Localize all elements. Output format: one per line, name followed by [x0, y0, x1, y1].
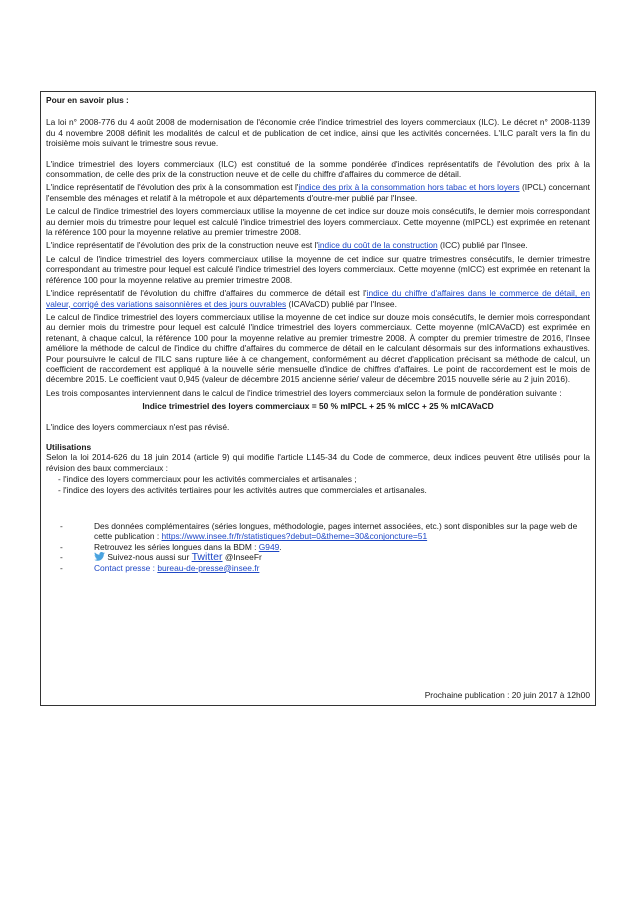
list-item-press-contact	[60, 563, 590, 573]
bullet-dash: -	[60, 562, 63, 573]
press-email-link[interactable]: bureau-de-presse@insee.fr	[157, 562, 260, 573]
list-item: - l'indice des loyers des activités tertiaires pour les activités autres que commerciales et artisanales.	[58, 484, 427, 495]
paragraph-not-revised: L'indice des loyers commerciaux n'est pas révisé.	[46, 421, 230, 432]
paragraph-micavacd: Le calcul de l'indice trimestriel des loyers commerciaux utilise la moyenne de cet indice sur douze mois consécutifs, le dernier mois correspondant au dernier mois du trimestre pour lequel est calculé l'indice trimestriel des loyers commerciaux. Cette moyenne (mICAVaCD) est exprimée en retenant, à chaque calcul, la référence 100 pour la moyenne relative au premier trimestre 2008. À compter du premier trimestre de 2016, l'Insee améliore la méthode de calcul de l'indice du chiffre d'affaires du commerce de détail en le calculant désormais sur des informations exhaustives. Pour poursuivre le calcul de l'ILC sans rupture liée à ce changement, conformément au décret d'application précisant sa méthode de calcul, un coefficient de raccordement est appliqué à la nouvelle série mensuelle d'indice de chiffres d'affaires. Le point de raccordement est le mois de décembre 2015. Le coefficient vaut 0,945 (valeur de décembre 2015 ancienne série/ valeur de décembre 2015 nouvelle série au 2 juin 2016).	[46, 311, 590, 385]
text: L'indice représentatif de l'évolution du chiffre d'affaires du commerce de détail est l'	[46, 288, 367, 299]
info-box	[40, 91, 596, 706]
text: (ICC) publié par l'Insee.	[437, 240, 528, 251]
text: .	[279, 541, 282, 552]
uses-list	[58, 474, 590, 495]
box-title: Pour en savoir plus :	[46, 95, 129, 105]
paragraph-micc: Le calcul de l'indice trimestriel des loyers commerciaux utilise la moyenne de cet indice sur quatre trimestres consécutifs, le dernier trimestre correspondant au trimestre pour lequel est calculé l'indice trimestriel des loyers commerciaux. Cette moyenne (mICC) est exprimée en retenant la référence 100 pour la moyenne relative au premier trimestre 2008.	[46, 253, 590, 285]
paragraph-mipcl: Le calcul de l'indice trimestriel des loyers commerciaux utilise la moyenne de cet indice sur douze mois consécutifs, le dernier mois correspondant au dernier mois du trimestre pour lequel est calculé l'indice trimestriel des loyers commerciaux. Cette moyenne (mIPCL) est exprimée en retenant la référence 100 pour la moyenne relative au premier trimestre 2008.	[46, 206, 590, 238]
list-item-twitter	[60, 552, 590, 562]
links-list	[60, 521, 590, 573]
bullet-dash: -	[60, 552, 63, 563]
utilisations-heading: Utilisations	[46, 441, 92, 452]
list-item-web-page	[60, 521, 590, 542]
paragraph-ipcl	[46, 182, 590, 203]
paragraph-icc	[46, 240, 590, 250]
text: Suivez-nous aussi sur	[107, 552, 192, 563]
list-item-bdm	[60, 542, 590, 552]
ipcl-link[interactable]: indice des prix à la consommation hors tabac et hors loyers	[298, 182, 520, 193]
text: L'indice représentatif de l'évolution des prix à la consommation est l'	[46, 182, 299, 193]
bdm-link[interactable]: G949	[258, 541, 280, 552]
paragraph-utilisations: Selon la loi 2014-626 du 18 juin 2014 (article 9) qui modifie l'article L145-34 du Code de commerce, deux indices peuvent être utilisés pour la révision des baux commerciaux :	[46, 452, 590, 473]
twitter-bird-icon	[94, 552, 105, 561]
text: (IPCL) concernant l'ensemble des ménages et relatif à la métropole et aux départements d'outre-mer publié par l'Insee.	[46, 182, 590, 203]
weighting-formula: Indice trimestriel des loyers commerciaux = 50 % mIPCL + 25 % mICC + 25 % mICAVaCD	[142, 401, 494, 412]
text: L'indice représentatif de l'évolution des prix de la construction neuve est l'	[46, 240, 319, 251]
next-publication: Prochaine publication : 20 juin 2017 à 12h00	[424, 689, 590, 700]
paragraph-icavacd	[46, 288, 590, 309]
twitter-link[interactable]: Twitter	[191, 551, 223, 564]
bullet-dash: -	[60, 521, 63, 531]
paragraph-formula-intro: Les trois composantes interviennent dans le calcul de l'indice trimestriel des loyers commerciaux selon la formule de pondération suivante :	[46, 387, 562, 398]
publication-url-link[interactable]: https://www.insee.fr/fr/statistiques?debut=0&theme=30&conjoncture=51	[161, 531, 428, 542]
paragraph-ilc-law: La loi n° 2008-776 du 4 août 2008 de modernisation de l'économie crée l'indice trimestriel des loyers commerciaux (ILC). Le décret n° 2008-1139 du 4 novembre 2008 définit les modalités de calcul et de publication de cet indice, ainsi que les activités concernées. L'ILC paraît vers la fin du troisième mois suivant le trimestre sous revue.	[46, 117, 590, 149]
text: Contact presse :	[94, 562, 158, 573]
text: Des données complémentaires (séries longues, méthodologie, pages internet associées, etc.) sont disponibles sur la page web de cette publication :	[94, 521, 578, 542]
list-item: - l'indice des loyers commerciaux pour les activités commerciales et artisanales ;	[58, 474, 357, 485]
text: Retrouvez les séries longues dans la BDM :	[94, 541, 259, 552]
text: (ICAVaCD) publié par l'Insee.	[286, 298, 397, 309]
icc-link[interactable]: indice du coût de la construction	[318, 240, 438, 251]
icavacd-link[interactable]: indice du chiffre d'affaires dans le commerce de détail, en valeur, corrigé des variations saisonnières et des jours ouvrables	[46, 288, 590, 309]
paragraph-ilc-composition: L'indice trimestriel des loyers commerciaux (ILC) est constitué de la somme pondérée d'indices représentatifs de l'évolution des prix à la consommation, de celle des prix de la construction neuve et de celle du chiffre d'affaires du commerce de détail.	[46, 158, 590, 180]
bullet-dash: -	[60, 541, 63, 552]
text: @InseeFr	[222, 552, 262, 563]
